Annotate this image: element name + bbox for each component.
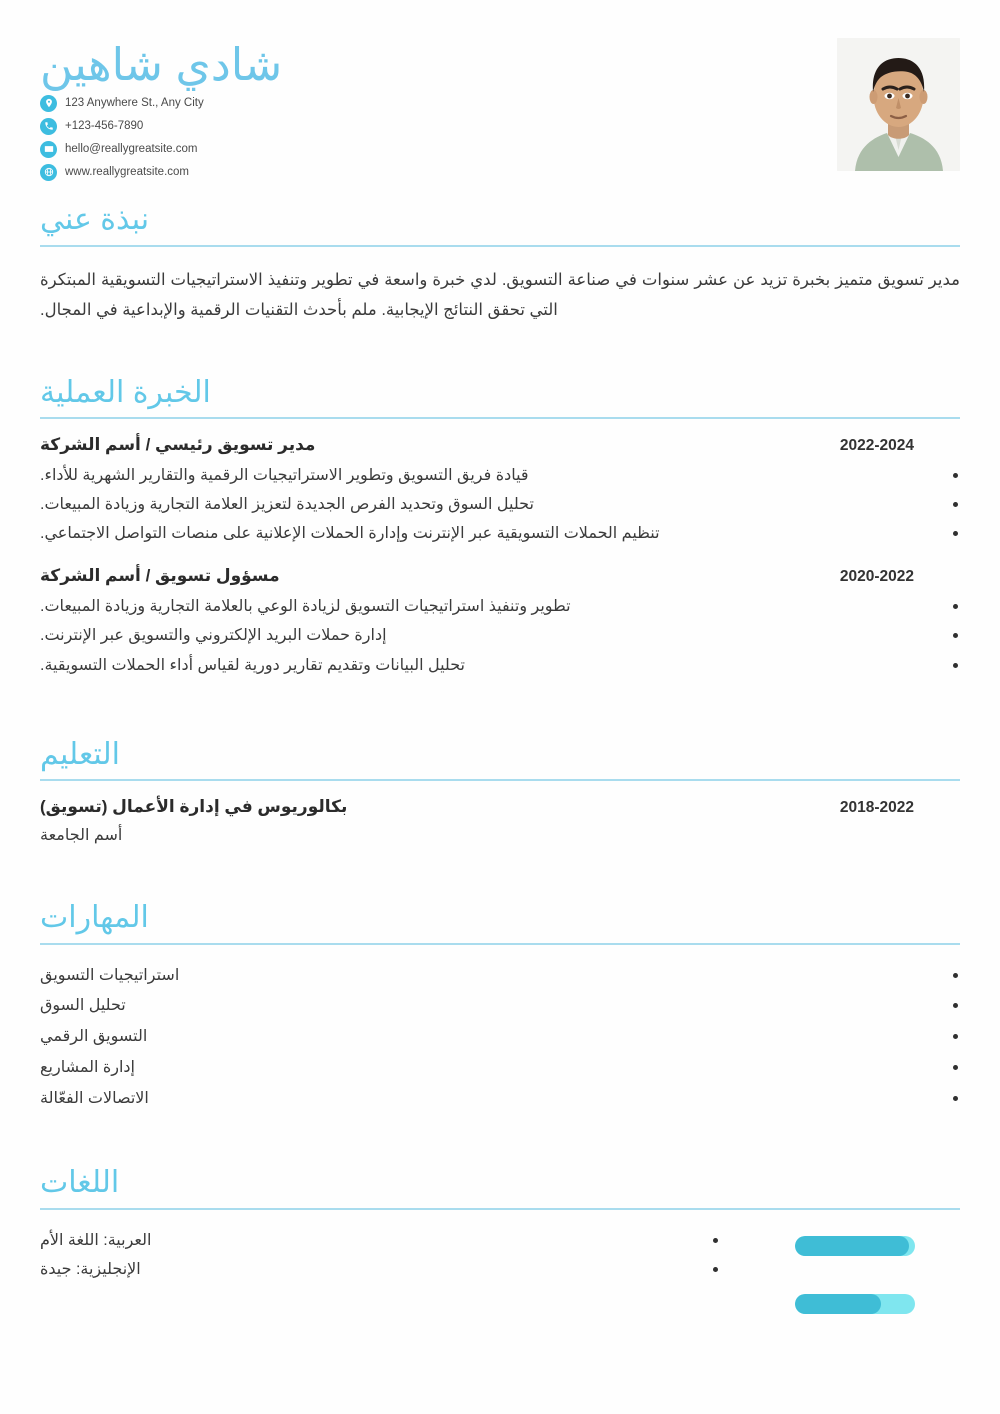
section-skills <box>40 901 960 1114</box>
list-item: قيادة فريق التسويق وتطوير الاستراتيجيات الرقمية والتقارير الشهرية للأداء. <box>40 461 960 490</box>
divider <box>40 943 960 945</box>
job-title: مدير تسويق رئيسي / أسم الشركة <box>40 435 316 455</box>
list-item: الإنجليزية: جيدة <box>40 1255 720 1284</box>
contact-address <box>40 95 204 112</box>
section-title-experience: الخبرة العملية <box>40 375 211 409</box>
location-pin-icon <box>40 95 57 112</box>
list-item: التسويق الرقمي <box>40 1022 960 1053</box>
divider <box>40 245 960 247</box>
section-title-education: التعليم <box>40 737 120 771</box>
list-item: الاتصالات الفعّالة <box>40 1084 960 1115</box>
experience-entry <box>40 562 960 679</box>
languages-list <box>40 1222 720 1284</box>
job-title: مسؤول تسويق / أسم الشركة <box>40 566 280 586</box>
contact-website <box>40 164 189 181</box>
degree-title: بكالوريوس في إدارة الأعمال (تسويق) <box>40 797 348 817</box>
degree-date: 2018-2022 <box>839 799 914 817</box>
section-about <box>40 203 960 326</box>
page-title: شادي شاهين <box>40 39 283 90</box>
contact-phone <box>40 118 143 135</box>
email-icon <box>40 141 57 158</box>
about-text: مدير تسويق متميز بخبرة تزيد عن عشر سنوات في صناعة التسويق. لدي خبرة واسعة في تطوير وتنفيذ الاستراتيجيات التسويقية المبتكرة التي تحقق النتائج الإيجابية. ملم بأحدث التقنيات الرقمية والإبداعية في المجال. <box>40 270 960 320</box>
entry-header <box>40 562 960 588</box>
institution-name: أسم الجامعة <box>40 827 123 845</box>
list-item: تحليل البيانات وتقديم تقارير دورية لقياس أداء الحملات التسويقية. <box>40 651 960 680</box>
job-bullets <box>40 588 960 679</box>
header <box>40 0 960 178</box>
bar-fill <box>795 1236 909 1256</box>
job-bullets <box>40 457 960 548</box>
contact-email <box>40 141 197 158</box>
contact-email-text: hello@reallygreatsite.com <box>65 142 198 155</box>
language-level-bar-arabic <box>795 1236 915 1256</box>
list-item: تنظيم الحملات التسويقية عبر الإنترنت وإدارة الحملات الإعلانية على منصات التواصل الاجتماعي. <box>40 519 960 548</box>
language-level-bar-english <box>795 1294 915 1314</box>
list-item: استراتيجيات التسويق <box>40 961 960 992</box>
divider <box>40 417 960 419</box>
list-item: تحليل السوق وتحديد الفرص الجديدة لتعزيز العلامة التجارية وزيادة المبيعات. <box>40 490 960 519</box>
avatar <box>837 38 960 171</box>
section-title-skills: المهارات <box>40 901 149 935</box>
list-item: إدارة حملات البريد الإلكتروني والتسويق عبر الإنترنت. <box>40 621 960 650</box>
contact-address-text: 123 Anywhere St., Any City <box>65 96 204 109</box>
language-bars <box>720 1222 960 1314</box>
bar-fill <box>795 1294 881 1314</box>
list-item: تطوير وتنفيذ استراتيجيات التسويق لزيادة الوعي بالعلامة التجارية وزيادة المبيعات. <box>40 592 960 621</box>
contact-phone-text: +123-456-7890 <box>65 119 144 132</box>
header-text-block <box>40 38 819 181</box>
section-title-languages: اللغات <box>40 1166 120 1200</box>
job-date: 2020-2022 <box>839 568 914 586</box>
list-item: تحليل السوق <box>40 991 960 1022</box>
contact-website-text: www.reallygreatsite.com <box>65 165 189 178</box>
languages-area <box>40 1222 960 1314</box>
job-date: 2022-2024 <box>839 437 914 455</box>
section-title-about: نبذة عني <box>40 203 150 236</box>
section-education <box>40 738 960 846</box>
entry-header <box>40 793 960 819</box>
skills-list <box>40 957 960 1115</box>
list-item: إدارة المشاريع <box>40 1053 960 1084</box>
education-entry <box>40 793 960 845</box>
divider <box>40 779 960 781</box>
phone-icon <box>40 118 57 135</box>
contact-list <box>40 95 204 181</box>
entry-header <box>40 431 960 457</box>
section-languages <box>40 1166 960 1314</box>
experience-entry <box>40 431 960 548</box>
section-experience <box>40 376 960 680</box>
globe-icon <box>40 164 57 181</box>
divider <box>40 1208 960 1210</box>
list-item: العربية: اللغة الأم <box>40 1226 720 1255</box>
